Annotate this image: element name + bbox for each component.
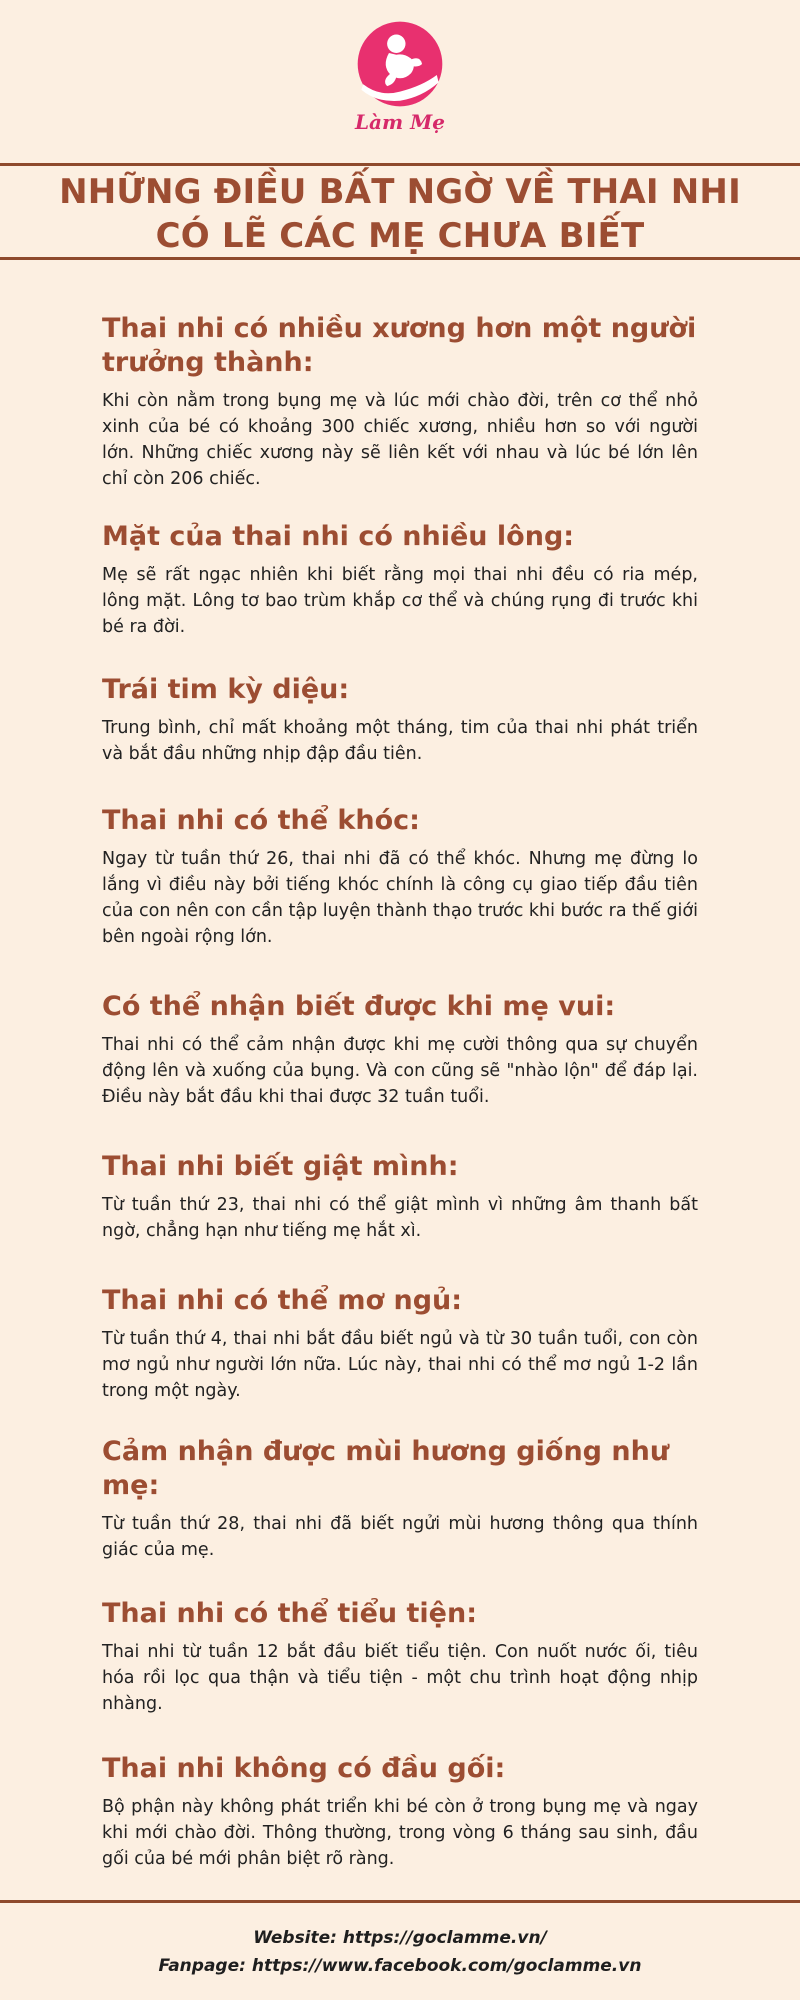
fact-body: Bộ phận này không phát triển khi bé còn ở trong bụng mẹ và ngay khi mới chào đời. Thông thường, trong vòng 6 tháng sau sinh, đầu gối của bé mới phân biệt rõ ràng. <box>102 1797 698 1869</box>
fact-body: Từ tuần thứ 4, thai nhi bắt đầu biết ngủ và từ 30 tuần tuổi, con còn mơ ngủ như người lớn nữa. Lúc này, thai nhi có thể mơ ngủ 1-2 lần trong một ngày. <box>102 1329 698 1401</box>
fact-body: Từ tuần thứ 28, thai nhi đã biết ngửi mùi hương thông qua thính giác của mẹ. <box>102 1514 698 1560</box>
fact-heading: Có thể nhận biết được khi mẹ vui: <box>102 991 616 1022</box>
fact-section-urination <box>102 1597 698 1717</box>
fact-body: Ngay từ tuần thứ 26, thai nhi đã có thể khóc. Nhưng mẹ đừng lo lắng vì điều này bởi tiếng khóc chính là công cụ giao tiếp đầu tiên của con nên con cần tập luyện thành thạo trước khi bước ra thế giới bên ngoài rộng lớn. <box>102 849 698 947</box>
mother-baby-logo-icon <box>354 18 446 110</box>
fact-section-heart <box>102 673 698 767</box>
fact-heading: Mặt của thai nhi có nhiều lông: <box>102 521 575 552</box>
fact-heading: Thai nhi có thể mơ ngủ: <box>102 1285 463 1316</box>
fact-body: Từ tuần thứ 23, thai nhi có thể giật mình vì những âm thanh bất ngờ, chẳng hạn như tiếng mẹ hắt xì. <box>102 1195 698 1241</box>
fact-heading: Thai nhi có thể tiểu tiện: <box>102 1598 477 1629</box>
fact-section-facial-hair <box>102 520 698 640</box>
fact-section-extra-bones <box>102 312 698 492</box>
fact-heading: Trái tim kỳ diệu: <box>102 674 350 705</box>
title-bottom-rule <box>0 257 800 260</box>
fact-body: Trung bình, chỉ mất khoảng một tháng, tim của thai nhi phát triển và bắt đầu những nhịp đập đầu tiên. <box>102 718 698 764</box>
fact-section-startle <box>102 1150 698 1244</box>
fact-heading: Thai nhi có nhiều xương hơn một người trưởng thành: <box>102 313 697 378</box>
fact-body: Khi còn nằm trong bụng mẹ và lúc mới chào đời, trên cơ thể nhỏ xinh của bé có khoảng 300 chiếc xương, nhiều hơn so với người lớn. Những chiếc xương này sẽ liên kết với nhau và lúc bé lớn lên chỉ còn 206 chiếc. <box>102 391 698 489</box>
fact-heading: Thai nhi có thể khóc: <box>102 805 420 836</box>
page-title-line-2: CÓ LẼ CÁC MẸ CHƯA BIẾT <box>155 216 645 256</box>
page-title-line-1: NHỮNG ĐIỀU BẤT NGỜ VỀ THAI NHI <box>59 172 741 212</box>
fact-heading: Thai nhi không có đầu gối: <box>102 1753 506 1784</box>
fact-section-crying <box>102 804 698 950</box>
fact-body: Mẹ sẽ rất ngạc nhiên khi biết rằng mọi thai nhi đều có ria mép, lông mặt. Lông tơ bao trùm khắp cơ thể và chúng rụng đi trước khi bé ra đời. <box>102 565 698 637</box>
footer-fanpage: Fanpage: https://www.facebook.com/goclamme.vn <box>158 1956 642 1976</box>
fact-heading: Cảm nhận được mùi hương giống như mẹ: <box>102 1436 670 1501</box>
fact-section-no-kneecaps <box>102 1752 698 1872</box>
fact-section-dreaming <box>102 1284 698 1404</box>
fact-body: Thai nhi từ tuần 12 bắt đầu biết tiểu tiện. Con nuốt nước ối, tiêu hóa rồi lọc qua thận và tiểu tiện - một chu trình hoạt động nhịp nhàng. <box>102 1642 698 1714</box>
fact-body: Thai nhi có thể cảm nhận được khi mẹ cười thông qua sự chuyển động lên và xuống của bụng. Và con cũng sẽ "nhào lộn" để đáp lại. Điều này bắt đầu khi thai được 32 tuần tuổi. <box>102 1035 698 1107</box>
fact-heading: Thai nhi biết giật mình: <box>102 1151 459 1182</box>
fact-section-mother-happy <box>102 990 698 1110</box>
page-title <box>0 170 800 258</box>
fact-section-smell <box>102 1435 698 1563</box>
title-top-rule <box>0 163 800 166</box>
brand-name: Làm Mẹ <box>354 110 445 134</box>
footer-website: Website: https://goclamme.vn/ <box>253 1928 547 1948</box>
footer-rule <box>0 1900 800 1903</box>
